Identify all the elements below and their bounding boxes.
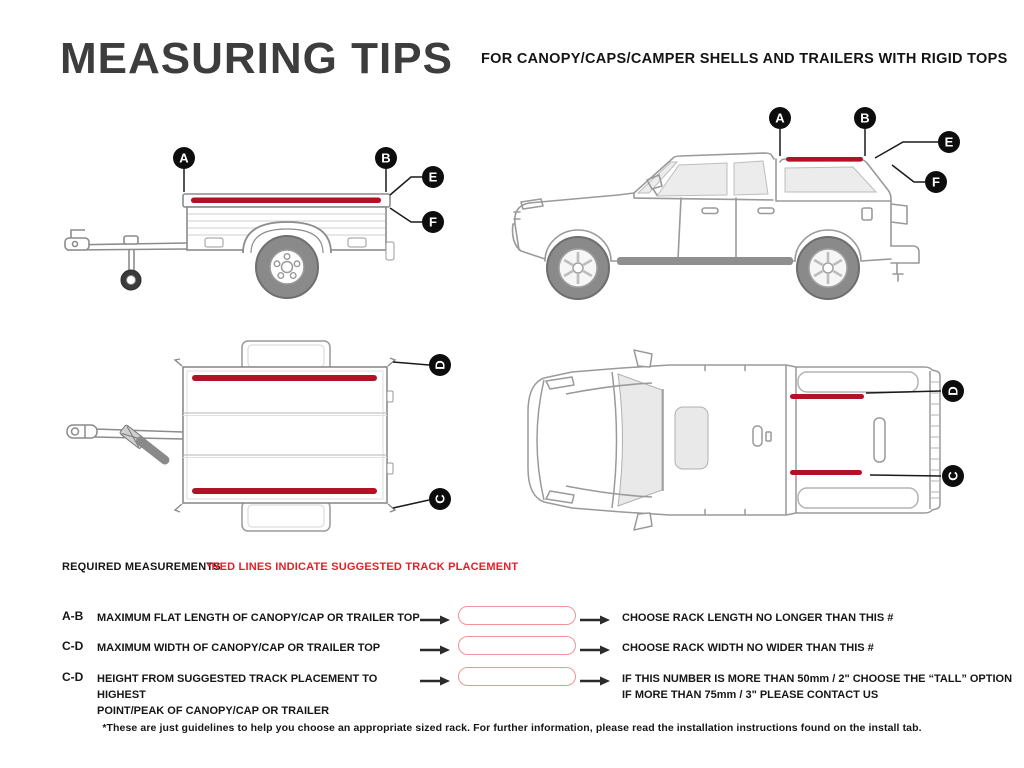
row-result: CHOOSE RACK LENGTH NO LONGER THAN THIS # [622,612,894,624]
row-description: MAXIMUM WIDTH OF CANOPY/CAP OR TRAILER TOP [97,642,381,654]
length-measurement-input[interactable] [458,606,576,625]
row-result: IF THIS NUMBER IS MORE THAN 50mm / 2" CHOOSE THE “TALL” OPTION IF MORE THAN 75mm / 3" PLEASE CONTACT US [622,673,1013,701]
row-result: CHOOSE RACK WIDTH NO WIDER THAN THIS # [622,642,874,654]
label-b-marker [375,147,397,169]
row-key: A-B [62,609,84,623]
label-a-marker [769,107,791,129]
guidelines-footnote: *These are just guidelines to help you choose an appropriate sized rack. For further information, please read the installation instructions found on the install tab. [102,722,922,734]
trailer-side-view-diagram [45,112,475,324]
track-placement-line [790,394,864,399]
windshield-glass [618,374,662,506]
svg-text:B: B [860,110,870,126]
row-description: MAXIMUM FLAT LENGTH OF CANOPY/CAP OR TRAILER TOP [97,612,420,624]
label-a-marker [173,147,195,169]
svg-text:E: E [944,134,954,150]
arrow-icon [580,674,610,692]
svg-text:E: E [428,169,438,185]
trailer-top-labels [393,362,429,508]
red-lines-note: *RED LINES INDICATE SUGGESTED TRACK PLACEMENT [207,561,519,573]
truck-windows [638,161,876,196]
track-placement-line [192,375,377,381]
arrow-icon [420,643,450,661]
arrow-icon [580,643,610,661]
page-subtitle: FOR CANOPY/CAPS/CAMPER SHELLS AND TRAILERS WITH RIGID TOPS [481,51,1008,67]
svg-text:C: C [432,494,448,504]
svg-text:D: D [432,360,448,370]
required-measurements-label: REQUIRED MEASUREMENTS [62,561,221,573]
track-placement-line [192,488,377,494]
row-key: C-D [62,670,84,684]
measurement-row-height [0,667,1024,717]
rear-wheel [797,237,859,299]
row-description: HEIGHT FROM SUGGESTED TRACK PLACEMENT TO HIGHEST POINT/PEAK OF CANOPY/CAP OR TRAILER [97,673,378,717]
arrow-icon [580,613,610,631]
trailer-drawbar [65,230,187,272]
label-c-marker [942,465,964,487]
svg-text:D: D [945,386,961,396]
track-placement-line [786,157,863,162]
height-measurement-input[interactable] [458,667,576,686]
trailer-wheel [256,236,318,298]
track-placement-line [790,470,862,475]
svg-text:C: C [945,471,961,481]
svg-text:A: A [775,110,785,126]
arrow-icon [420,613,450,631]
label-d-marker [429,354,451,376]
svg-text:F: F [932,174,940,190]
trailer-top-body [175,358,395,512]
label-f-marker [422,211,444,233]
front-wheel [547,237,609,299]
svg-text:F: F [429,214,437,230]
label-c-marker [429,488,451,510]
truck-side-view-diagram [505,98,1000,313]
page-title: MEASURING TIPS [60,34,453,83]
row-key: C-D [62,639,84,653]
width-measurement-input[interactable] [458,636,576,655]
truck-top-body [528,350,940,530]
track-placement-line [191,198,381,204]
label-e-marker [422,166,444,188]
arrow-icon [420,674,450,692]
label-d-marker [942,380,964,402]
label-f-marker [925,171,947,193]
trailer-top-view-diagram [55,335,475,545]
running-board [617,257,793,265]
label-b-marker [854,107,876,129]
truck-top-view-diagram [500,340,1020,540]
svg-text:B: B [381,150,391,166]
svg-text:A: A [179,150,189,166]
sunroof [675,407,708,469]
label-e-marker [938,131,960,153]
